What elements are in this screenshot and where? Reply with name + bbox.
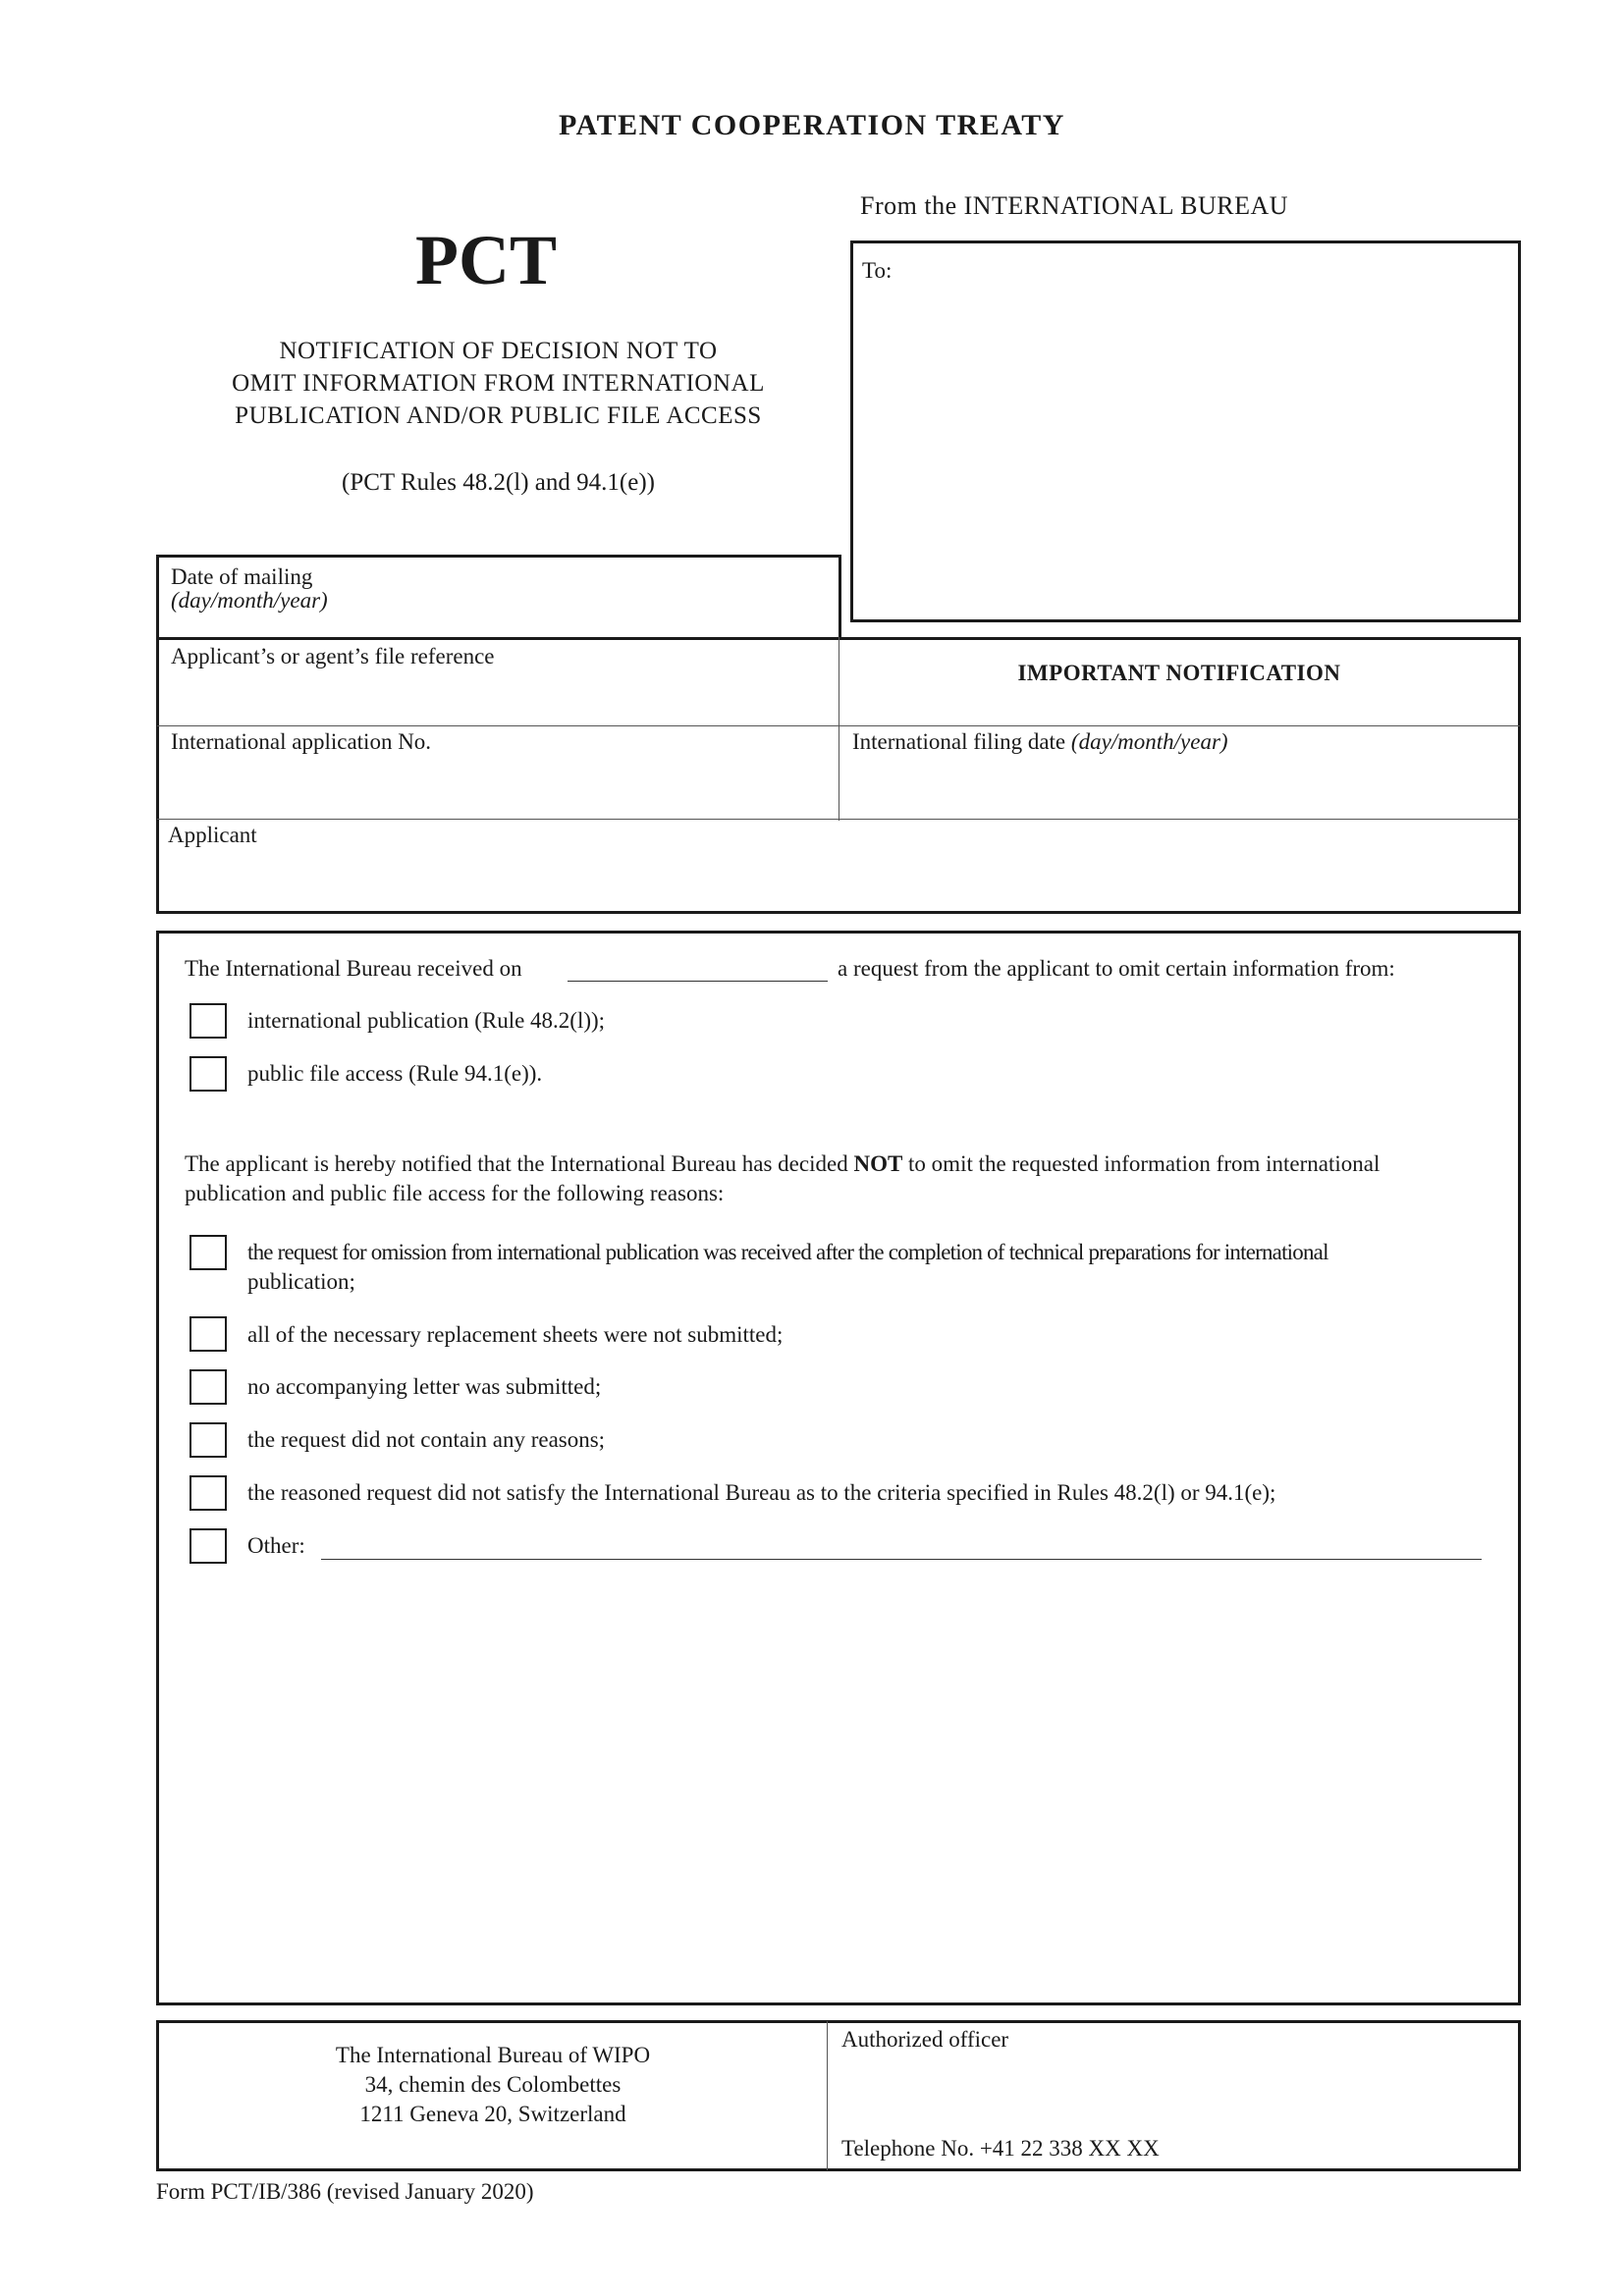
form-identifier: Form PCT/IB/386 (revised January 2020) bbox=[156, 2179, 534, 2204]
checkbox-reason-no-reasons[interactable] bbox=[189, 1422, 227, 1458]
reason-no-reasons: the request did not contain any reasons; bbox=[247, 1427, 606, 1452]
reason-other-line[interactable] bbox=[321, 1559, 1482, 1560]
option-public-file-access: public file access (Rule 94.1(e)). bbox=[247, 1061, 543, 1086]
file-reference-field[interactable] bbox=[159, 677, 837, 722]
grid-row-divider-1 bbox=[157, 725, 1520, 726]
to-label: To: bbox=[862, 258, 893, 283]
telephone-number: Telephone No. +41 22 338 XX XX bbox=[841, 2136, 1160, 2161]
reason-replacement-sheets: all of the necessary replacement sheets were not submitted; bbox=[247, 1322, 784, 1347]
filing-date-label-row bbox=[852, 727, 1228, 757]
form-title-line-1: NOTIFICATION OF DECISION NOT TO bbox=[279, 338, 718, 364]
notice-not: NOT bbox=[853, 1151, 903, 1176]
application-no-label: International application No. bbox=[171, 729, 432, 754]
reason-criteria-not-satisfied: the reasoned request did not satisfy the International Bureau as to the criteria specified in Rules 48.2(l) or 94.1(e); bbox=[247, 1480, 1276, 1505]
treaty-title: PATENT COOPERATION TREATY bbox=[559, 109, 1065, 141]
wipo-address-line-3: 1211 Geneva 20, Switzerland bbox=[359, 2102, 626, 2126]
checkbox-reason-replacement-sheets[interactable] bbox=[189, 1316, 227, 1352]
reason-late-request-line-2: publication; bbox=[247, 1269, 355, 1294]
checkbox-international-publication[interactable] bbox=[189, 1003, 227, 1039]
pct-logo: PCT bbox=[415, 221, 557, 299]
received-suffix: a request from the applicant to omit certain information from: bbox=[838, 956, 1395, 981]
checkbox-reason-no-letter[interactable] bbox=[189, 1369, 227, 1405]
important-notification: IMPORTANT NOTIFICATION bbox=[1017, 661, 1341, 685]
checkbox-reason-criteria-not-satisfied[interactable] bbox=[189, 1475, 227, 1511]
file-reference-label: Applicant’s or agent’s file reference bbox=[171, 644, 495, 668]
received-date-line[interactable] bbox=[568, 981, 828, 982]
checkbox-reason-late-request[interactable] bbox=[189, 1235, 227, 1270]
reason-late-request-line-1: the request for omission from international publication was received after the completion of technical preparations for international bbox=[247, 1240, 1328, 1264]
filing-date-hint: (day/month/year) bbox=[1070, 729, 1228, 754]
applicant-label: Applicant bbox=[168, 823, 257, 847]
date-of-mailing-label: Date of mailing bbox=[171, 564, 313, 589]
notice-line-2: publication and public file access for the following reasons: bbox=[185, 1181, 725, 1205]
reason-other-label: Other: bbox=[247, 1533, 305, 1558]
filing-date-field[interactable] bbox=[842, 761, 1518, 816]
authorized-officer-field[interactable] bbox=[831, 2056, 1518, 2131]
grid-row-divider-2 bbox=[157, 819, 1520, 820]
filing-date-label: International filing date bbox=[852, 729, 1066, 754]
from-line: From the INTERNATIONAL BUREAU bbox=[860, 191, 1288, 220]
notice-line-1 bbox=[185, 1149, 1380, 1179]
notice-part-1: The applicant is hereby notified that the International Bureau has decided bbox=[185, 1151, 848, 1176]
date-of-mailing-hint: (day/month/year) bbox=[171, 588, 328, 613]
wipo-address-line-1: The International Bureau of WIPO bbox=[335, 2043, 651, 2067]
footer-vertical-divider bbox=[827, 2021, 828, 2170]
application-no-field[interactable] bbox=[159, 761, 837, 816]
wipo-address-line-2: 34, chemin des Colombettes bbox=[364, 2072, 622, 2097]
notice-part-2: to omit the requested information from international bbox=[908, 1151, 1380, 1176]
option-international-publication: international publication (Rule 48.2(l)); bbox=[247, 1008, 606, 1033]
checkbox-reason-other[interactable] bbox=[189, 1528, 227, 1564]
form-title-line-2: OMIT INFORMATION FROM INTERNATIONAL bbox=[232, 370, 765, 397]
applicant-field[interactable] bbox=[159, 854, 1518, 911]
decision-body-box bbox=[156, 931, 1521, 2005]
received-prefix: The International Bureau received on bbox=[185, 956, 522, 981]
reason-no-letter: no accompanying letter was submitted; bbox=[247, 1374, 602, 1399]
rules-reference: (PCT Rules 48.2(l) and 94.1(e)) bbox=[342, 469, 655, 496]
authorized-officer-label: Authorized officer bbox=[841, 2027, 1009, 2052]
checkbox-public-file-access[interactable] bbox=[189, 1056, 227, 1092]
addressee-box[interactable] bbox=[850, 240, 1521, 622]
form-title-line-3: PUBLICATION AND/OR PUBLIC FILE ACCESS bbox=[235, 402, 762, 429]
